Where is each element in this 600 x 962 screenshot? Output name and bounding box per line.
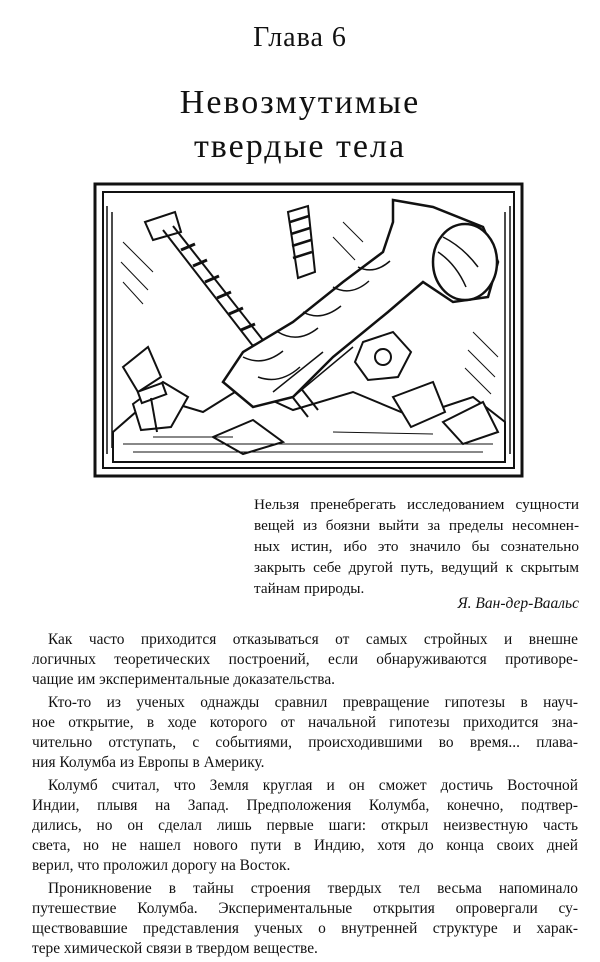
text-line: логичных теоретических построений, если обнаруживаются противоре- (32, 651, 578, 668)
woodcut-illustration (93, 182, 524, 478)
text-line: ное открытие, в ходе которого от начальной гипотезы приходится зна- (32, 714, 578, 731)
text-line: дились, но он сделал лишь первые шаги: открыл неизвестную часть (32, 817, 578, 834)
epigraph (254, 494, 579, 599)
epigraph-line: Нельзя пренебрегать исследованием сущности (254, 496, 579, 513)
paragraph (32, 693, 578, 773)
epigraph-author: Я. Ван-дер-Ваальс (457, 595, 579, 612)
text-line: Колумб считал, что Земля круглая и он сможет достичь Восточной (48, 777, 578, 794)
text-line: Индии, плывя на Запад. Предположения Колумба, конечно, подтвер- (32, 797, 578, 814)
text-line: тере химической связи в твердом веществе. (32, 940, 318, 957)
text-line: Как часто приходится отказываться от самых стройных и внешне (48, 631, 578, 648)
chapter-title-line-1: Невозмутимые (179, 84, 421, 121)
chapter-title-line-2: твердые тела (193, 128, 407, 165)
text-line: света, но не нашел нового пути в Индию, хотя до конца своих дней (32, 837, 578, 854)
text-line: путешествие Колумба. Экспериментальные открытия опровергали су- (32, 900, 578, 917)
body-text (32, 630, 578, 962)
paragraph (32, 879, 578, 959)
text-line: Кто-то из ученых однажды сравнил превращение гипотезы в науч- (48, 694, 578, 711)
text-line: Проникновение в тайны строения твердых тел весьма напоминало (48, 880, 578, 897)
epigraph-line: вещей из боязни выйти за пределы несомнен- (254, 517, 579, 534)
epigraph-line: тайнам природы. (254, 580, 365, 597)
text-line: верил, что проложил дорогу на Восток. (32, 857, 291, 874)
text-line: чащие им экспериментальные доказательства. (32, 671, 336, 688)
text-line: чительно отступать, с событиями, происходившими во время... плава- (32, 734, 578, 751)
paragraph (32, 776, 578, 876)
paragraph (32, 630, 578, 690)
chapter-heading: Глава 6 (253, 22, 347, 53)
epigraph-line: ных истин, ибо это значило бы сознательно (254, 538, 579, 555)
epigraph-line: закрыть себе другой путь, ведущий к скрытым (254, 559, 579, 576)
text-line: ществовавшие представления ученых о внутренней структуре и харак- (32, 920, 578, 937)
text-line: ния Колумба из Европы в Америку. (32, 754, 265, 771)
